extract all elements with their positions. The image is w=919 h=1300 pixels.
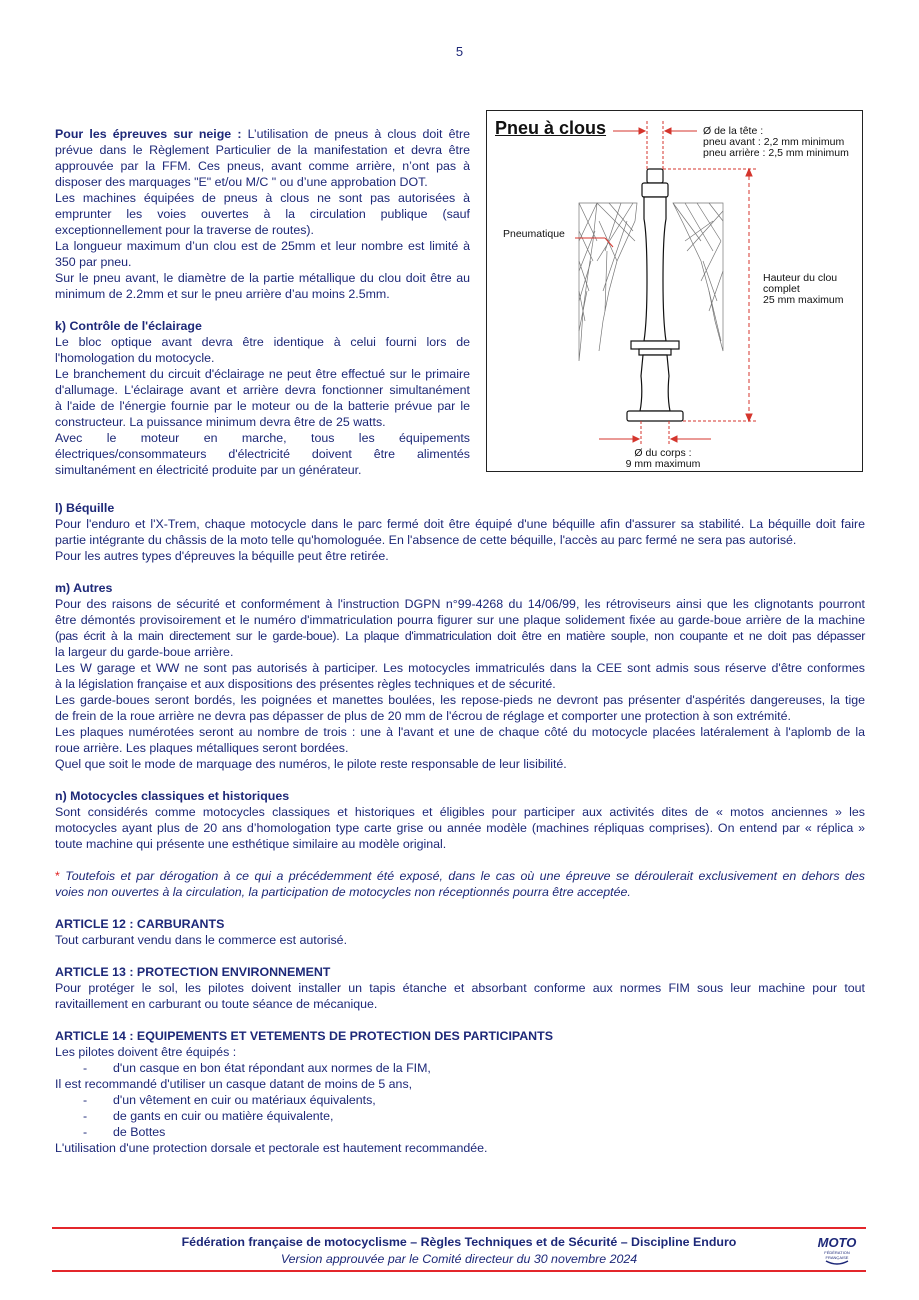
bequille-heading: l) Béquille bbox=[55, 501, 115, 515]
autres-line: de frein de la roue arrière ne devra pas dépasser de plus de 20 mm de l'écrou de réglage et comporter une protection à son extrémité. bbox=[55, 709, 791, 723]
lighting-line: d'allumage. L'éclairage avant et arrière devra fonctionner simultanément bbox=[55, 383, 470, 397]
autres-line: Les garde-boues seront bordés, les poignées et manettes boulées, les repose-pieds ne devront pas présenter d'aspérités dangereuses, la tige bbox=[55, 693, 865, 707]
stud-height-line: complet bbox=[763, 283, 800, 295]
lighting-line: simultanément en électricité produite par un générateur. bbox=[55, 463, 362, 477]
body-diameter-label bbox=[603, 448, 723, 470]
list-item bbox=[55, 1092, 865, 1108]
head-diameter-line: Ø de la tête : bbox=[703, 125, 764, 137]
lighting-line: à l'aide de l'énergie fournie par le moteur ou de la batterie prévue par le bbox=[55, 399, 470, 413]
logo-subtext: FRANÇAISE bbox=[825, 1255, 849, 1260]
footer-title: Fédération française de motocyclisme – Règles Techniques et de Sécurité – Discipline Enduro bbox=[181, 1235, 737, 1249]
lighting-line: l'homologation du motocycle. bbox=[55, 351, 215, 365]
article12-text: Tout carburant vendu dans le commerce est autorisé. bbox=[55, 933, 348, 947]
classiques-heading: n) Motocycles classiques et historiques bbox=[55, 789, 290, 803]
snow-line: exceptionnellement pour la traverse de routes). bbox=[55, 223, 314, 237]
article13-line: ravitaillement en carburant ou toute séance de mécanique. bbox=[55, 997, 378, 1011]
bequille-line: partie intégrante du châssis de la moto telle qu'homologuée. En l'absence de cette béquille, l'accès au parc fermé ne sera pas autorisé. bbox=[55, 533, 797, 547]
footer-bottom-rule bbox=[52, 1270, 866, 1272]
stud-height-line: Hauteur du clou bbox=[763, 272, 838, 284]
list-item-text: d'un vêtement en cuir ou matériaux équivalents, bbox=[113, 1093, 376, 1107]
snow-line: L’utilisation de pneus à clous doit être bbox=[247, 127, 470, 141]
lighting-line: électriques/consommateurs d'électricité doivent être alimentés bbox=[55, 447, 470, 461]
lighting-line: Le bloc optique avant devra être identique à celui fourni lors de bbox=[55, 335, 470, 349]
article14-heading: ARTICLE 14 : EQUIPEMENTS ET VETEMENTS DE PROTECTION DES PARTICIPANTS bbox=[55, 1029, 553, 1043]
article14-intro: Les pilotes doivent être équipés : bbox=[55, 1045, 237, 1059]
lighting-line: constructeur. La puissance minimum devra être de 25 watts. bbox=[55, 415, 386, 429]
logo-subtext: FÉDÉRATION bbox=[824, 1250, 850, 1255]
body-diameter-line: 9 mm maximum bbox=[625, 458, 701, 470]
snow-tyres-section bbox=[55, 126, 470, 478]
derogation-note-line bbox=[55, 868, 865, 884]
article13-heading: ARTICLE 13 : PROTECTION ENVIRONNEMENT bbox=[55, 965, 331, 979]
snow-line: emprunter les voies ouvertes à la circulation publique (sauf bbox=[55, 207, 470, 221]
bequille-line: Pour l'enduro et l'X-Trem, chaque motocycle dans le parc fermé doit être équipé d'une béquille afin d'assurer sa stabilité. La béquille doit faire bbox=[55, 517, 865, 531]
list-item-text: de gants en cuir ou matière équivalente, bbox=[113, 1109, 334, 1123]
autres-line: être démontés provisoirement et le numéro d'immatriculation pourra figurer sur une plaque solidement fixée au garde-boue arrière de la machine bbox=[55, 613, 865, 627]
autres-line: la largeur du garde-boue arrière. bbox=[55, 645, 234, 659]
snow-line: disposer des marquages "E" et/ou M/C " ou d’une approbation DOT. bbox=[55, 175, 428, 189]
stud-height-line: 25 mm maximum bbox=[763, 294, 844, 306]
classiques-line: Sont considérés comme motocycles classiques et historiques et éligibles pour participer aux activités dites de « motos anciennes » les bbox=[55, 805, 865, 819]
ffm-logo bbox=[814, 1233, 860, 1267]
list-item bbox=[55, 1108, 865, 1124]
body-diameter-line: Ø du corps : bbox=[634, 447, 692, 459]
page-number: 5 bbox=[455, 44, 464, 59]
list-dash: - bbox=[83, 1125, 88, 1139]
autres-line: Pour des raisons de sécurité et conformément à l'instruction DGPN n°99-4268 du 14/06/99, les rétroviseurs ainsi que les clignotants pourront bbox=[55, 597, 865, 611]
snow-line: Sur le pneu avant, le diamètre de la partie métallique du clou doit être au bbox=[55, 271, 470, 285]
lighting-heading: k) Contrôle de l'éclairage bbox=[55, 319, 202, 333]
stud-height-label bbox=[763, 273, 844, 306]
snow-line: prévue dans le Règlement Particulier de la manifestation et devra être bbox=[55, 143, 470, 157]
bequille-line: Pour les autres types d'épreuves la béquille peut être retirée. bbox=[55, 549, 389, 563]
classiques-line: motocycles ayant plus de 20 ans d’homologation type carte grise ou année modèle (machines répliquas comprises). On entend par « réplica » bbox=[55, 821, 865, 835]
list-item bbox=[55, 1060, 865, 1076]
footer-top-rule bbox=[52, 1227, 866, 1229]
figure-title: Pneu à clous bbox=[495, 118, 607, 138]
list-item-text: de Bottes bbox=[113, 1125, 166, 1139]
article12-heading: ARTICLE 12 : CARBURANTS bbox=[55, 917, 225, 931]
lighting-line: Avec le moteur en marche, tous les équipements bbox=[55, 431, 470, 445]
snow-line: approuvée par la FFM. Ces pneus, avant comme arrière, n’ont pas à bbox=[55, 159, 470, 173]
snow-heading: Pour les épreuves sur neige : bbox=[55, 127, 242, 141]
head-diameter-label bbox=[703, 126, 849, 159]
autres-line: Les W garage et WW ne sont pas autorisés à participer. Les motocycles immatriculés dans la CEE sont admis sous réserve d'être conformes bbox=[55, 661, 865, 675]
article14-recommend: Il est recommandé d'utiliser un casque datant de moins de 5 ans, bbox=[55, 1077, 413, 1091]
full-width-sections bbox=[55, 500, 865, 1156]
autres-heading: m) Autres bbox=[55, 581, 113, 595]
article13-line: Pour protéger le sol, les pilotes doivent installer un tapis étanche et absorbant conforme aux normes FIM sous leur machine pour tout bbox=[55, 981, 865, 995]
autres-line: Quel que soit le mode de marquage des numéros, le pilote reste responsable de leur lisibilité. bbox=[55, 757, 567, 771]
head-diameter-line: pneu arrière : 2,5 mm minimum bbox=[703, 147, 849, 159]
list-dash: - bbox=[83, 1061, 88, 1075]
footer-subtitle: Version approuvée par le Comité directeur du 30 novembre 2024 bbox=[280, 1252, 638, 1266]
list-dash: - bbox=[83, 1109, 88, 1123]
snow-first-line bbox=[55, 126, 470, 142]
derogation-note-line: voies non ouvertes à la circulation, la participation de motocycles non réceptionnés pourra être acceptée. bbox=[55, 885, 631, 899]
autres-line: Les plaques numérotées seront au nombre de trois : une à l'avant et une de chaque côté du motocycle placées latéralement à l'aplomb de la bbox=[55, 725, 865, 739]
autres-line: à la législation française et aux dispositions des présentes règles techniques et de sécurité. bbox=[55, 677, 556, 691]
logo-text: MOTO bbox=[817, 1235, 857, 1250]
list-item bbox=[55, 1124, 865, 1140]
autres-line: (pas écrit à la main directement sur le garde-boue). La plaque d'immatriculation doit être en matière souple, non coupante et ne doit pas dépasser bbox=[55, 629, 865, 643]
classiques-line: toute machine qui présente une esthétique similaire au modèle original. bbox=[55, 837, 447, 851]
snow-line: minimum de 2.2mm et sur le pneu arrière d’au moins 2.5mm. bbox=[55, 287, 390, 301]
list-dash: - bbox=[83, 1093, 88, 1107]
list-item-text: d'un casque en bon état répondant aux normes de la FIM, bbox=[113, 1061, 431, 1075]
tire-label: Pneumatique bbox=[503, 228, 565, 240]
derogation-note-text: Toutefois et par dérogation à ce qui a précédemment été exposé, dans le cas où une épreuve se déroulerait exclusivement en dehors des bbox=[65, 869, 865, 883]
head-diameter-line: pneu avant : 2,2 mm minimum bbox=[703, 136, 845, 148]
article14-closing: L'utilisation d'une protection dorsale et pectorale est hautement recommandée. bbox=[55, 1141, 488, 1155]
snow-line: 350 par pneu. bbox=[55, 255, 132, 269]
note-asterisk: * bbox=[55, 869, 60, 883]
stud-tyre-figure bbox=[486, 110, 863, 472]
snow-line: Les machines équipées de pneus à clous ne sont pas autorisées à bbox=[55, 191, 470, 205]
snow-line: La longueur maximum d’un clou est de 25mm et leur nombre est limité à bbox=[55, 239, 470, 253]
lighting-line: Le branchement du circuit d'éclairage ne peut être effectué sur le primaire bbox=[55, 367, 470, 381]
autres-line: roue arrière. Les plaques métalliques seront bordées. bbox=[55, 741, 349, 755]
